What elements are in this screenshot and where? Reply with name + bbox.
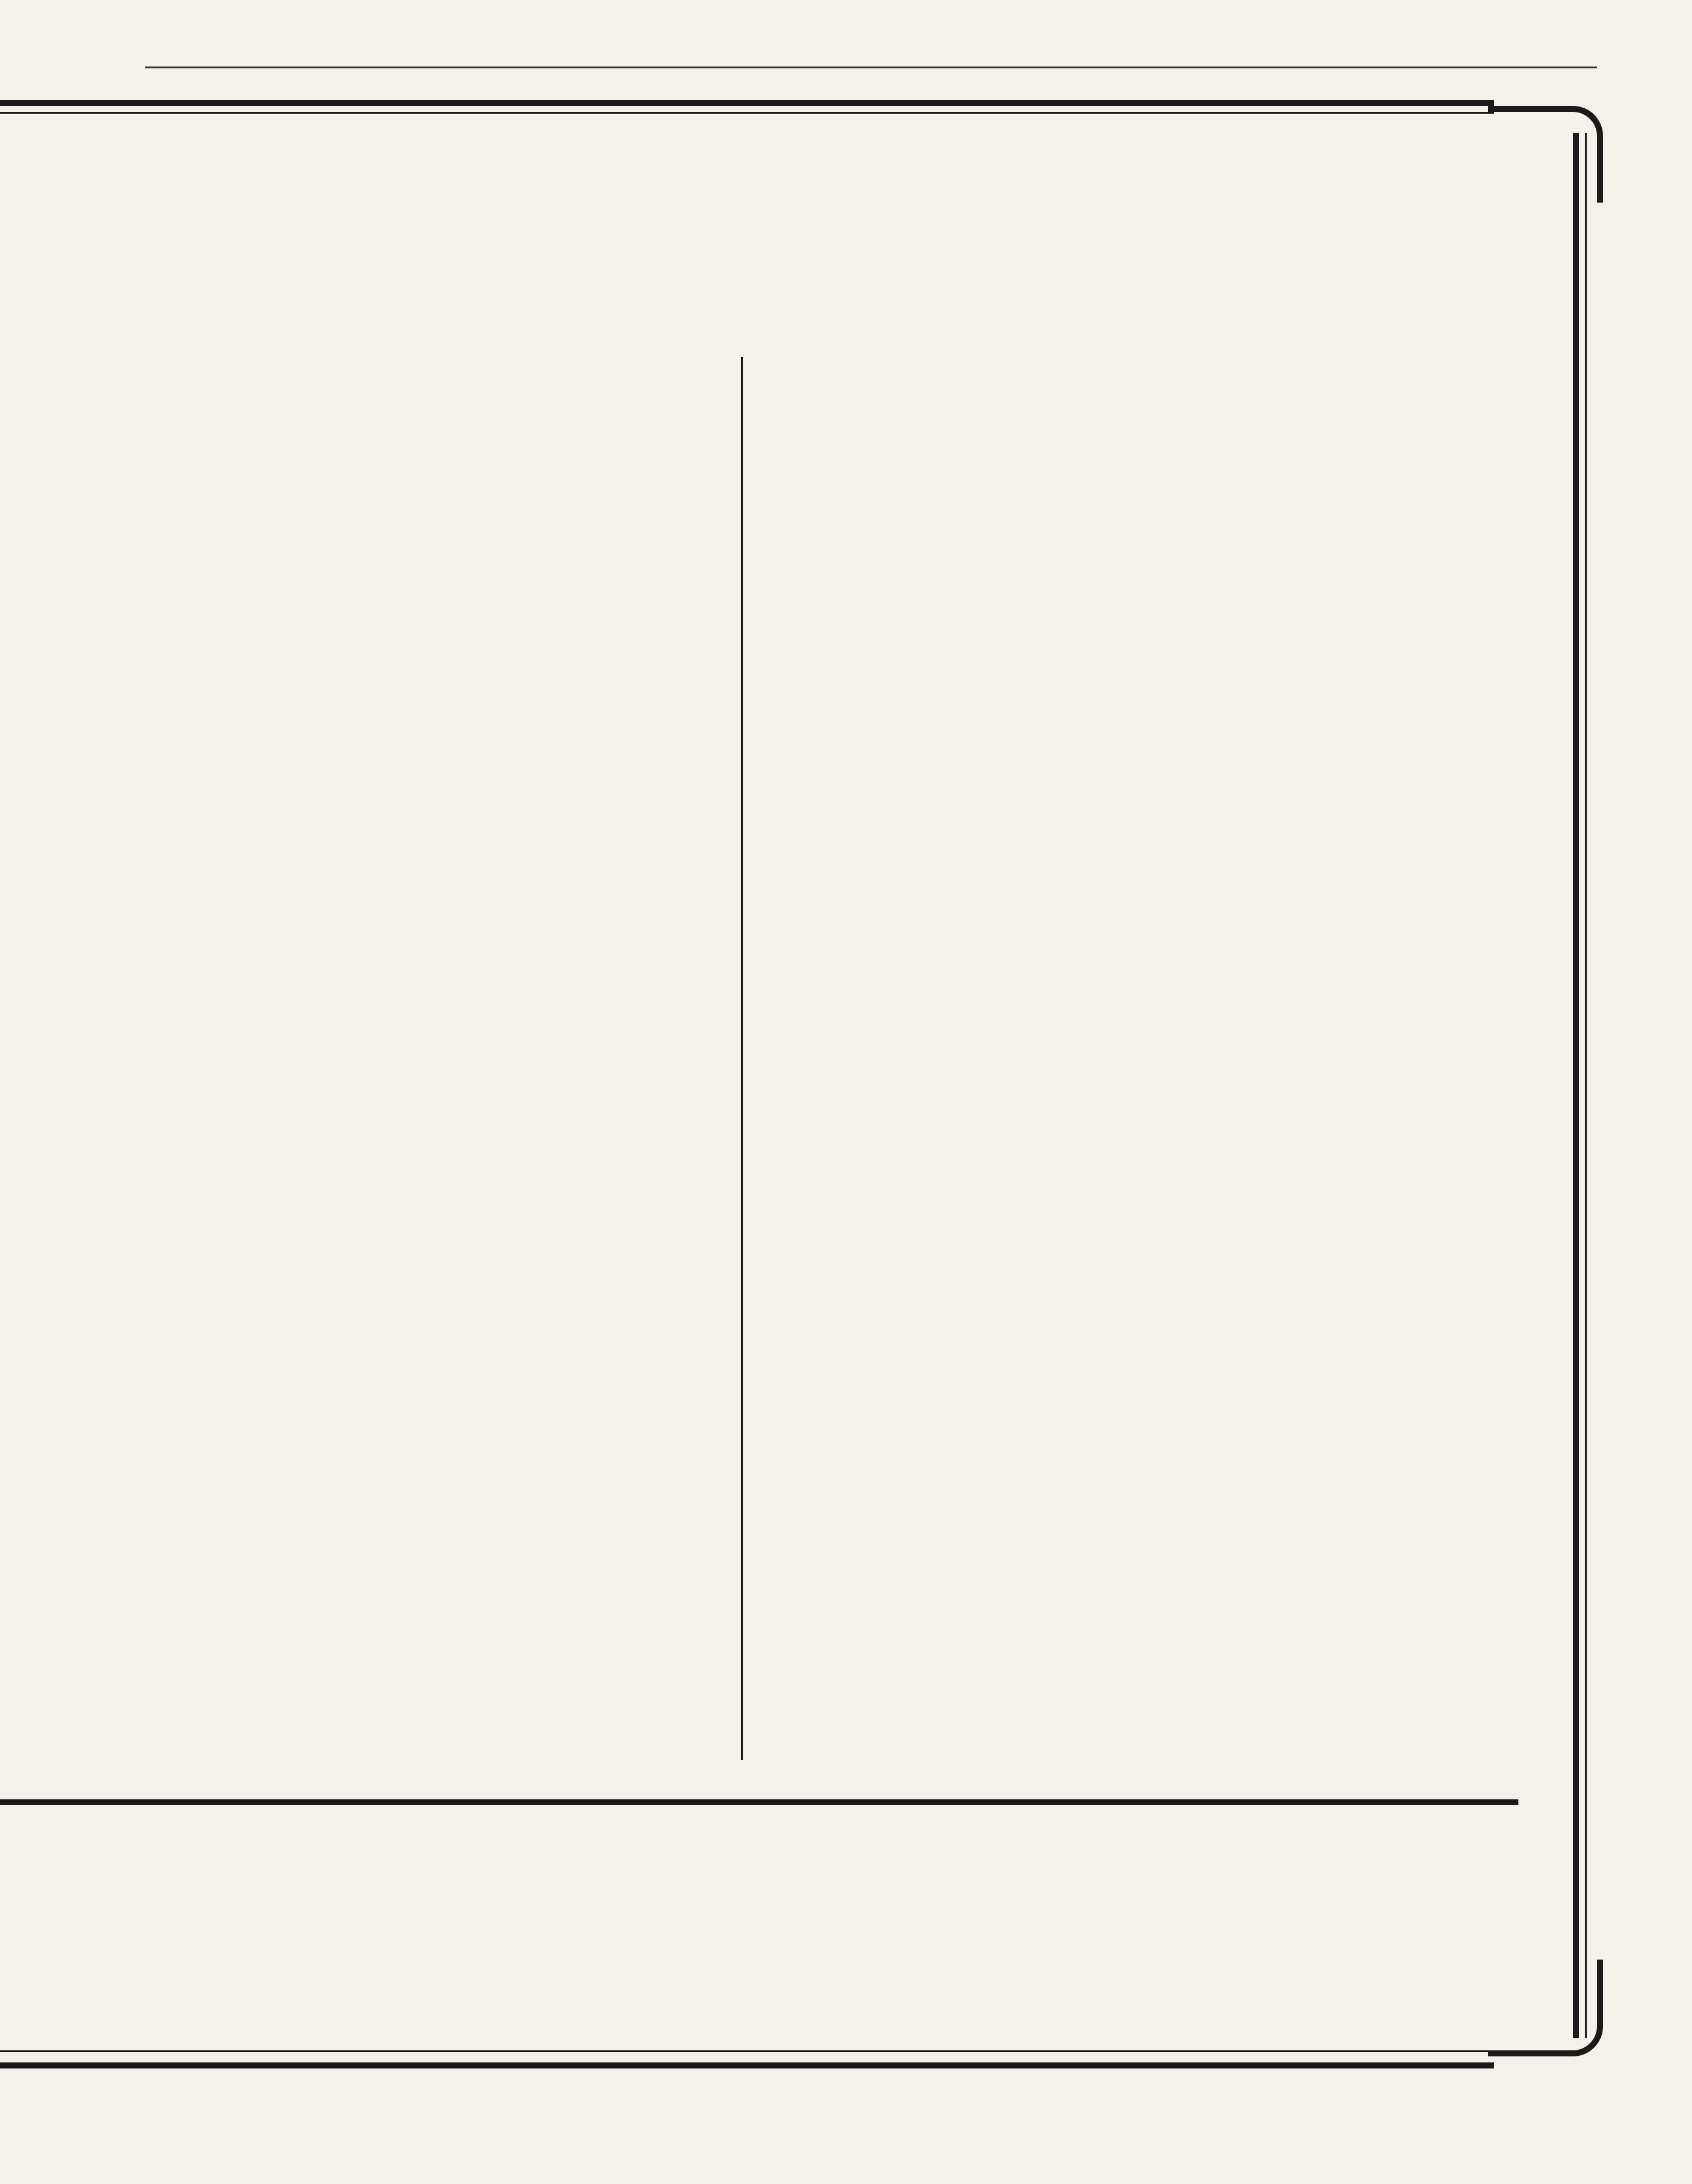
frame-top-rule <box>0 100 1494 106</box>
frame-bottom-rule-thin <box>0 2050 1494 2052</box>
page-header <box>145 24 1597 68</box>
right-column <box>763 354 1489 378</box>
column-divider <box>741 357 743 1760</box>
frame-bottom-rule <box>0 2062 1494 2068</box>
left-column <box>36 348 738 375</box>
frame-right-rule <box>1573 133 1579 2038</box>
frame-corner-bottom <box>1488 1960 1603 2056</box>
frame-top-rule-thin <box>0 112 1494 114</box>
frame-right-rule-thin <box>1585 133 1587 2038</box>
footer-divider <box>0 1799 1518 1805</box>
